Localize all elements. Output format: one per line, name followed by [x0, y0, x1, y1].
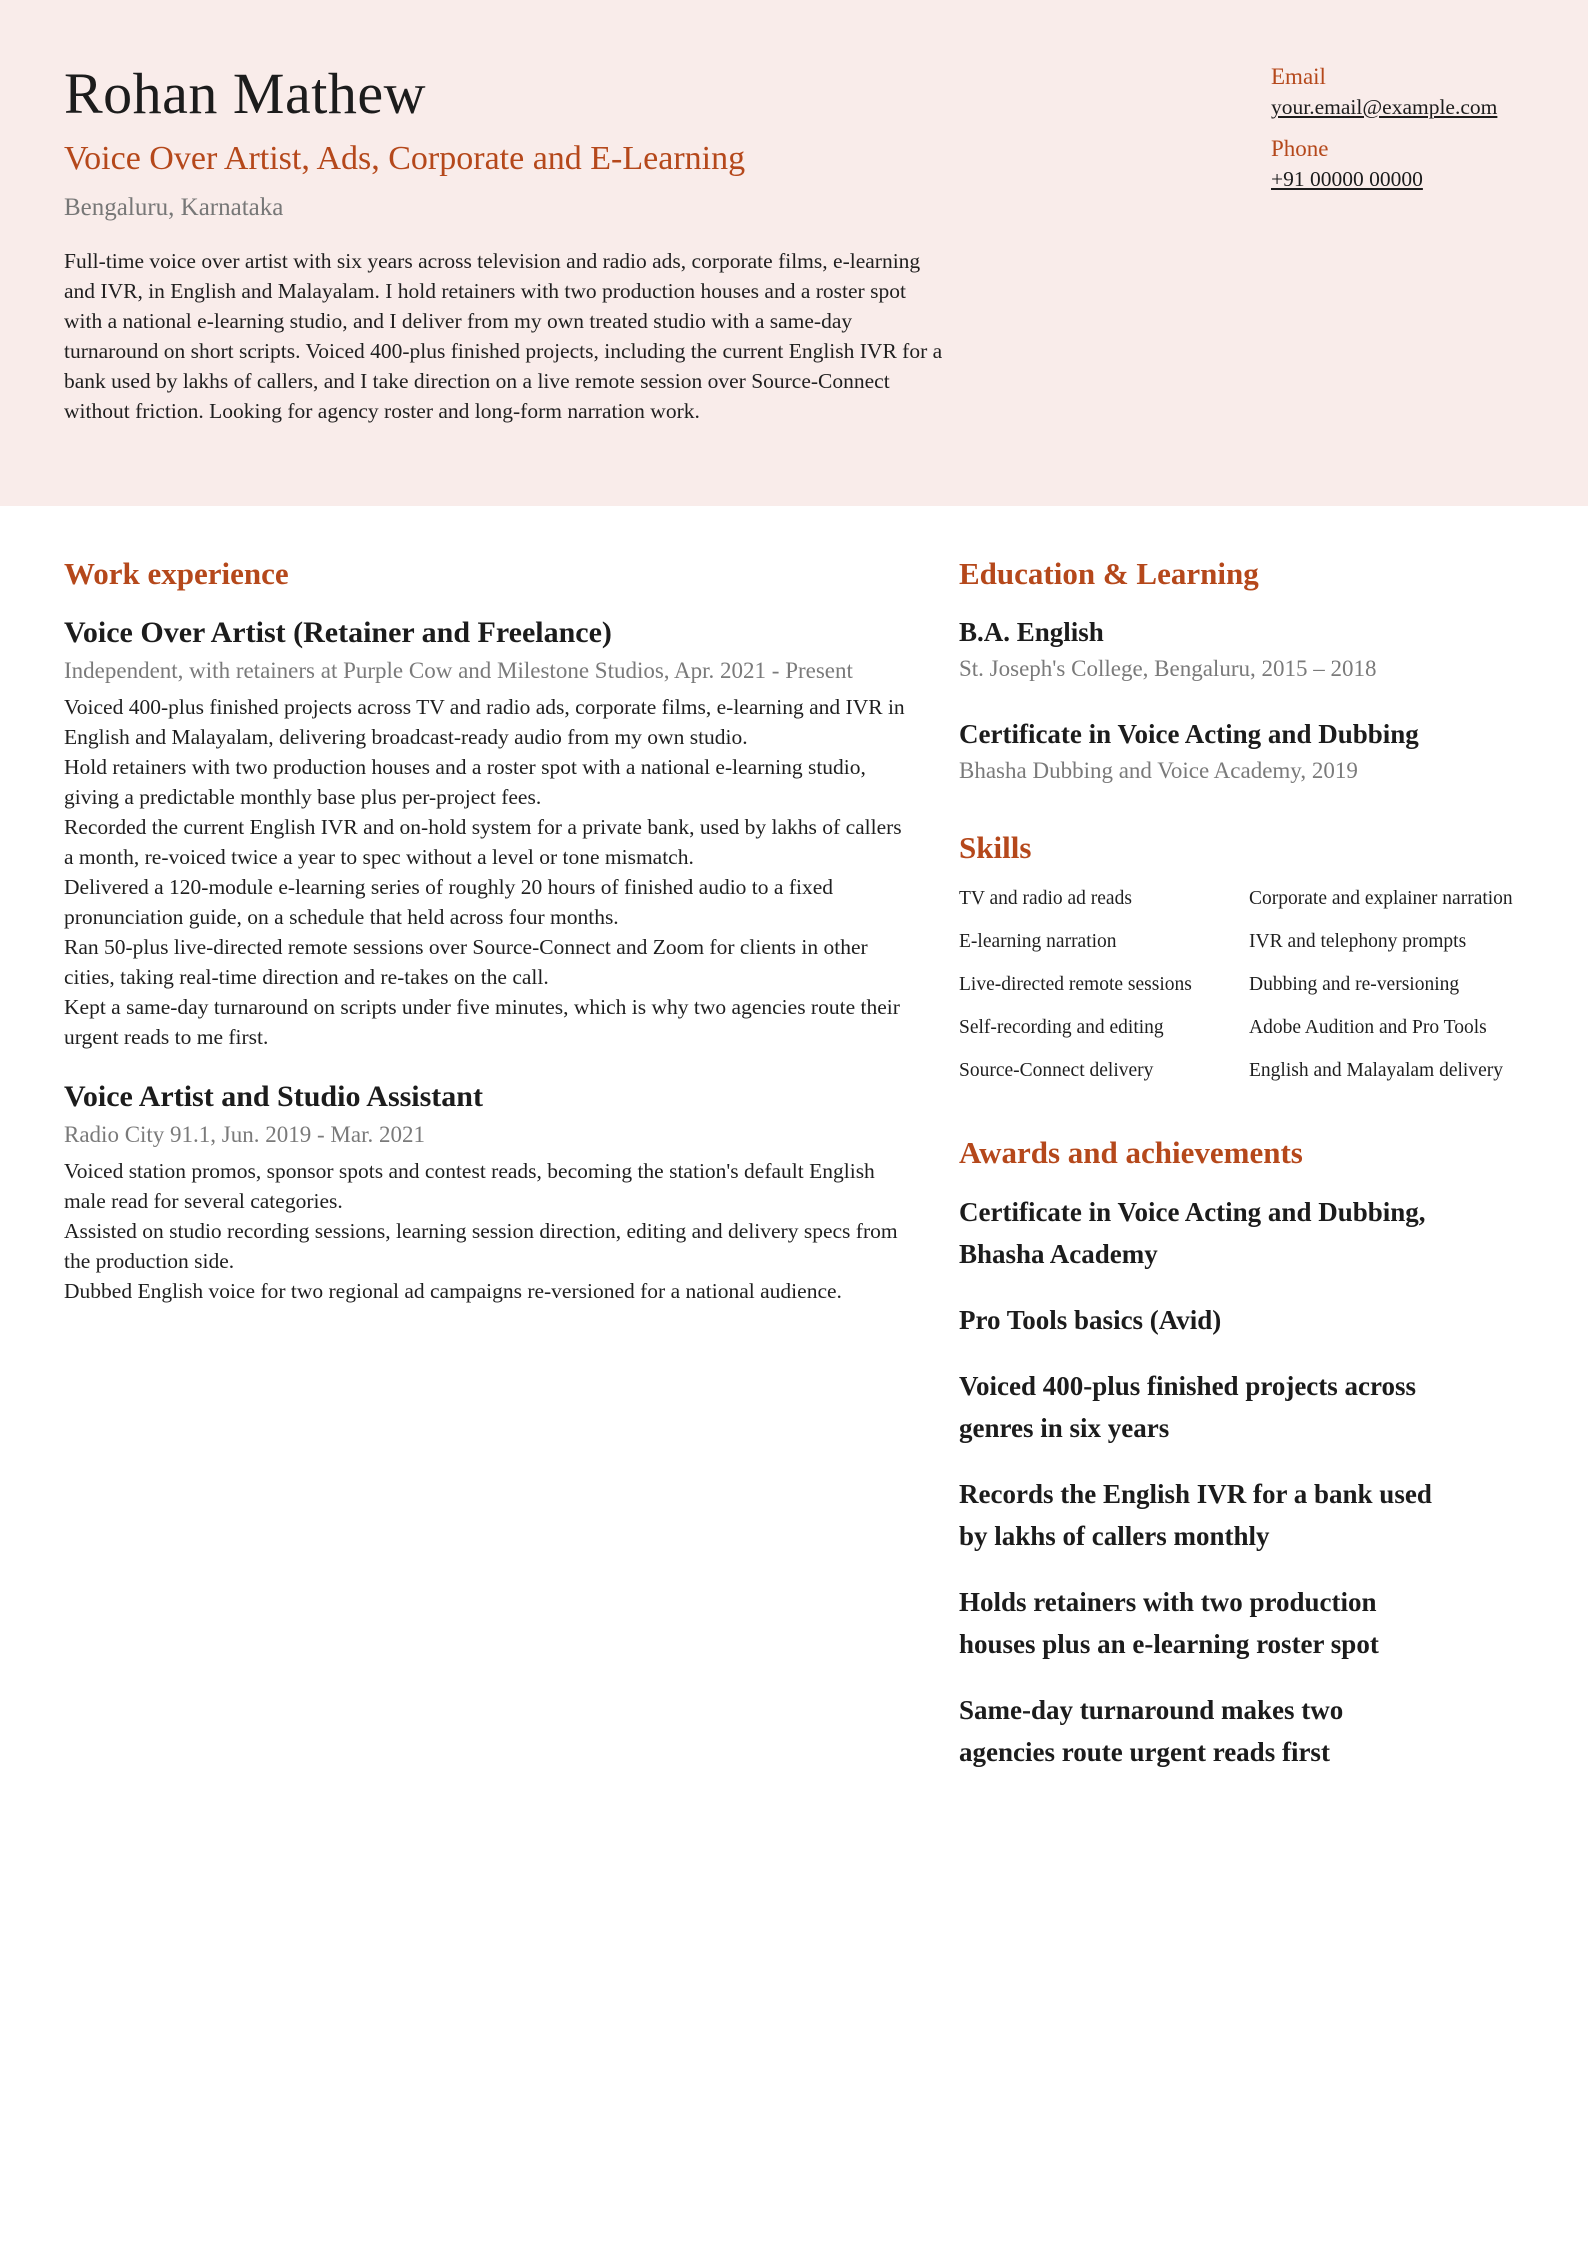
awards-heading: Awards and achievements: [959, 1135, 1303, 1170]
award-item: Same-day turnaround makes two agencies route urgent reads first: [959, 1695, 1344, 1767]
skill-item: Source-Connect delivery: [959, 1060, 1154, 1081]
award-item: Certificate in Voice Acting and Dubbing, Bhasha Academy: [959, 1197, 1426, 1269]
left-column: [64, 552, 914, 1330]
job-bullet: Hold retainers with two production houses and a roster spot with a national e-learning studio, giving a predictable monthly base plus per-project fees.: [64, 755, 866, 809]
job-bullet: Dubbed English voice for two regional ad campaigns re-versioned for a national audience.: [64, 1279, 842, 1303]
education-title: Certificate in Voice Acting and Dubbing: [959, 719, 1419, 749]
job-entry: [64, 1076, 914, 1306]
skill-item: E-learning narration: [959, 931, 1117, 952]
job-title: Voice Over Artist (Retainer and Freelance): [64, 616, 612, 649]
phone-label: Phone: [1271, 136, 1329, 161]
skill-item: Corporate and explainer narration: [1249, 888, 1513, 909]
resume-header: [0, 0, 1588, 506]
skill-item: Live-directed remote sessions: [959, 974, 1192, 995]
skill-item: IVR and telephony prompts: [1249, 931, 1467, 952]
skills-heading: Skills: [959, 830, 1032, 865]
skill-item: English and Malayalam delivery: [1249, 1060, 1503, 1081]
candidate-headline: Voice Over Artist, Ads, Corporate and E-Learning: [64, 140, 746, 177]
job-bullet: Voiced station promos, sponsor spots and contest reads, becoming the station's default English male read for several categories.: [64, 1159, 875, 1213]
candidate-name: Rohan Mathew: [64, 61, 426, 126]
education-heading: Education & Learning: [959, 556, 1259, 591]
skills-grid: [959, 884, 1539, 1085]
award-item: Pro Tools basics (Avid): [959, 1305, 1222, 1335]
award-item: Holds retainers with two production houses plus an e-learning roster spot: [959, 1587, 1379, 1659]
education-title: B.A. English: [959, 617, 1104, 647]
right-column: [959, 552, 1539, 1797]
email-link[interactable]: your.email@example.com: [1271, 95, 1498, 119]
job-meta: Radio City 91.1, Jun. 2019 - Mar. 2021: [64, 1122, 425, 1147]
work-experience-heading: Work experience: [64, 556, 289, 591]
skill-item: Dubbing and re-versioning: [1249, 974, 1460, 995]
education-meta: Bhasha Dubbing and Voice Academy, 2019: [959, 758, 1358, 783]
skill-item: Adobe Audition and Pro Tools: [1249, 1017, 1487, 1038]
phone-link[interactable]: +91 00000 00000: [1271, 167, 1423, 191]
education-meta: St. Joseph's College, Bengaluru, 2015 – 2018: [959, 656, 1377, 681]
job-bullet: Voiced 400-plus finished projects across TV and radio ads, corporate films, e-learning and IVR in English and Malayalam, delivering broadcast-ready audio from my own studio.: [64, 695, 905, 749]
email-label: Email: [1271, 64, 1326, 89]
job-title: Voice Artist and Studio Assistant: [64, 1080, 483, 1113]
job-bullet: Assisted on studio recording sessions, learning session direction, editing and delivery specs from the production side.: [64, 1219, 898, 1273]
job-bullet: Delivered a 120-module e-learning series of roughly 20 hours of finished audio to a fixed pronunciation guide, on a schedule that held across four months.: [64, 875, 834, 929]
job-meta: Independent, with retainers at Purple Cow and Milestone Studios, Apr. 2021 - Present: [64, 658, 853, 683]
award-item: Records the English IVR for a bank used by lakhs of callers monthly: [959, 1479, 1432, 1551]
profile-summary: Full-time voice over artist with six years across television and radio ads, corporate films, e-learning and IVR, in English and Malayalam. I hold retainers with two production houses and a roster spot with a national e-learning studio, and I deliver from my own treated studio with a same-day turnaround on short scripts. Voiced 400-plus finished projects, including the current English IVR for a bank used by lakhs of callers, and I take direction on a live remote session over Source-Connect without friction. Looking for agency roster and long-form narration work.: [64, 249, 943, 423]
job-entry: [64, 612, 914, 1052]
job-bullet: Recorded the current English IVR and on-hold system for a private bank, used by lakhs of callers a month, re-voiced twice a year to spec without a level or tone mismatch.: [64, 815, 902, 869]
skill-item: Self-recording and editing: [959, 1017, 1164, 1038]
award-item: Voiced 400-plus finished projects across genres in six years: [959, 1371, 1417, 1443]
job-bullet: Ran 50-plus live-directed remote sessions over Source-Connect and Zoom for clients in other cities, taking real-time direction and re-takes on the call.: [64, 935, 868, 989]
skill-item: TV and radio ad reads: [959, 888, 1132, 909]
education-entry: [959, 714, 1539, 788]
contact-block: [1271, 62, 1571, 206]
candidate-location: Bengaluru, Karnataka: [64, 194, 284, 221]
education-entry: [959, 612, 1539, 686]
job-bullet: Kept a same-day turnaround on scripts under five minutes, which is why two agencies route their urgent reads to me first.: [64, 995, 900, 1049]
